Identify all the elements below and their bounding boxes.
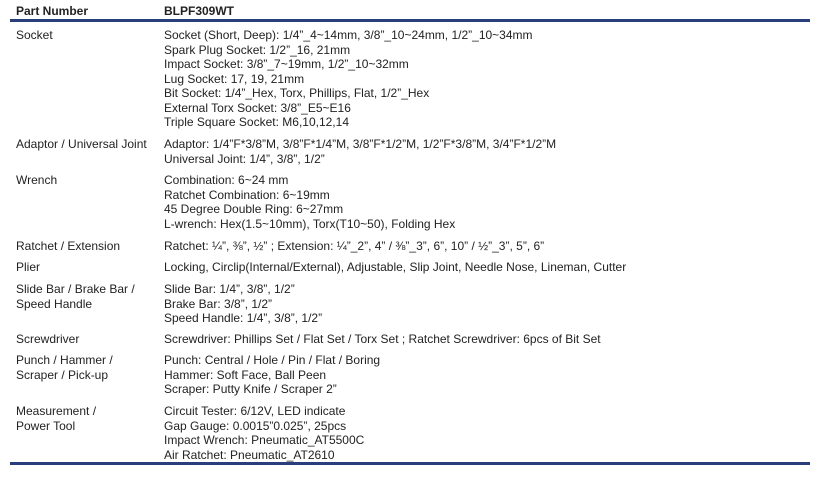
row-category [16,173,161,188]
detail-line: Slide Bar: 1/4”, 3/8”, 1/2” [164,282,295,296]
detail-line: Punch: Central / Hole / Pin / Flat / Boring [164,353,381,367]
detail-line: Gap Gauge: 0.0015”0.025”, 25pcs [164,418,347,433]
row-details [164,260,804,275]
detail-line: Ratchet Combination: 6~19mm [164,187,330,202]
header-divider [10,19,810,22]
detail-line: Socket (Short, Deep): 1/4”_4~14mm, 3/8”_10~24mm, 1/2”_10~34mm [164,28,533,42]
detail-line: Locking, Circlip(Internal/External), Adjustable, Slip Joint, Needle Nose, Lineman, Cutter [164,260,627,274]
detail-line: Universal Joint: 1/4”, 3/8”, 1/2” [164,151,325,166]
row-details [164,28,804,130]
row-category [16,353,161,382]
category-line: Scraper / Pick-up [16,367,109,382]
detail-line: Ratchet: ¼”, ⅜”, ½” ; Extension: ¼”_2”, 4” / ⅜”_3”, 6”, 10” / ½”_3”, 5”, 6” [164,239,545,253]
detail-line: Combination: 6~24 mm [164,173,289,187]
detail-line: Bit Socket: 1/4”_Hex, Torx, Phillips, Flat, 1/2”_Hex [164,86,430,100]
header-part-number: BLPF309WT [164,4,235,18]
detail-line: Hammer: Soft Face, Ball Peen [164,367,327,382]
category-line: Speed Handle [16,296,93,311]
row-details [164,173,804,231]
row-category [16,332,161,347]
header-label: Part Number [16,4,89,18]
detail-line: Lug Socket: 17, 19, 21mm [164,71,305,86]
row-category [16,282,161,311]
detail-line: Air Ratchet: Pneumatic_AT2610 [164,447,335,462]
category-line: Measurement / [16,404,97,418]
detail-line: 45 Degree Double Ring: 6~27mm [164,202,344,216]
detail-line: Adaptor: 1/4”F*3/8”M, 3/8”F*1/4”M, 3/8”F*1/2”M, 1/2”F*3/8”M, 3/4”F*1/2”M [164,137,557,151]
row-category [16,260,161,275]
row-category [16,137,161,152]
detail-line: Speed Handle: 1/4”, 3/8”, 1/2” [164,311,323,325]
row-details [164,332,804,347]
category-line: Power Tool [16,418,76,433]
row-details [164,353,804,397]
detail-line: Circuit Tester: 6/12V, LED indicate [164,404,346,418]
category-line: Socket [16,28,53,42]
row-details [164,282,804,326]
detail-line: Impact Socket: 3/8”_7~19mm, 1/2”_10~32mm [164,57,409,71]
row-category [16,404,161,433]
detail-line: Triple Square Socket: M6,10,12,14 [164,115,349,129]
category-line: Screwdriver [16,332,80,346]
category-line: Wrench [16,173,58,187]
category-line: Slide Bar / Brake Bar / [16,282,135,296]
row-category [16,28,161,43]
row-details [164,137,804,166]
detail-line: Screwdriver: Phillips Set / Flat Set / Torx Set ; Ratchet Screwdriver: 6pcs of Bit Set [164,332,601,346]
detail-line: Spark Plug Socket: 1/2”_16, 21mm [164,42,351,57]
table-header [10,0,810,20]
footer-divider [10,462,810,465]
category-line: Punch / Hammer / [16,353,113,367]
spec-table [10,0,810,478]
category-line: Plier [16,260,41,274]
detail-line: L-wrench: Hex(1.5~10mm), Torx(T10~50), Folding Hex [164,216,456,231]
row-details [164,404,804,462]
category-line: Adaptor / Universal Joint [16,137,147,151]
detail-line: Scraper: Putty Knife / Scraper 2” [164,382,337,396]
detail-line: Brake Bar: 3/8”, 1/2” [164,296,273,311]
row-category [16,239,161,254]
category-line: Ratchet / Extension [16,239,121,253]
detail-line: Impact Wrench: Pneumatic_AT5500C [164,433,365,447]
row-details [164,239,804,254]
detail-line: External Torx Socket: 3/8”_E5~E16 [164,100,351,115]
